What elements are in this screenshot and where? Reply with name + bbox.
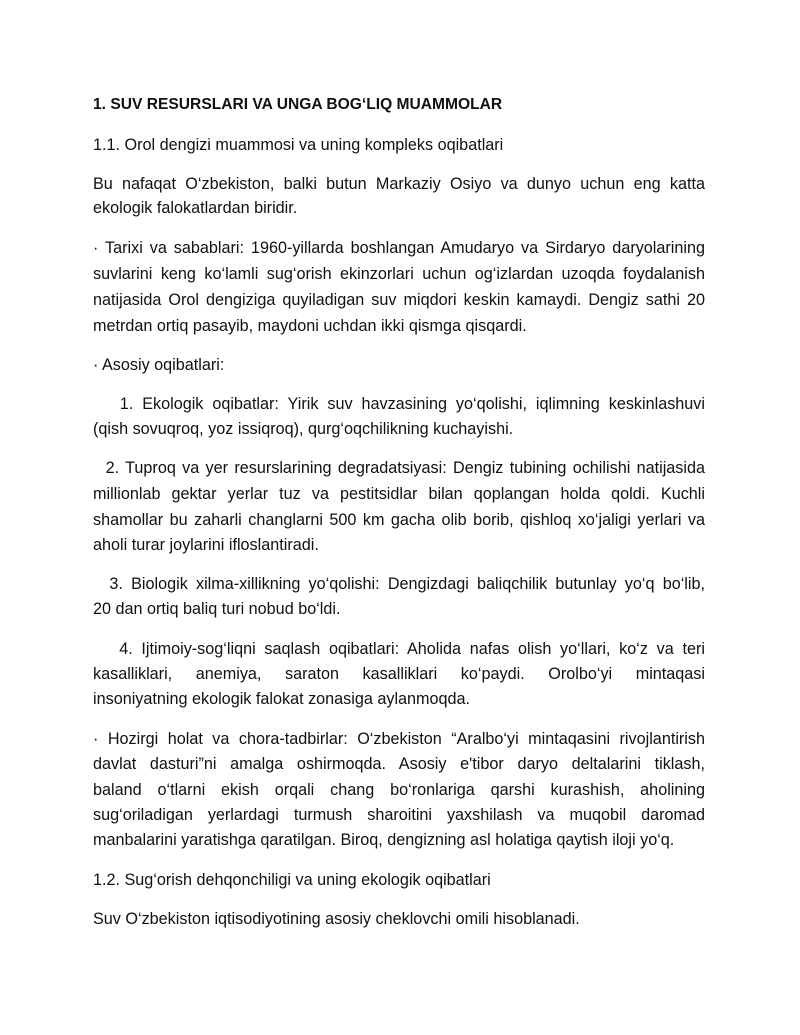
paragraph-line: 20 dan ortiq baliq turi nobud bo‘ldi. <box>93 600 341 618</box>
consequences-label: · Asosiy oqibatlari: <box>93 356 225 374</box>
paragraph-line: davlat dasturi”ni amalga oshirmoqda. Asosiy e'tibor daryo deltalarini tiklash, <box>93 755 705 773</box>
paragraph-line: 4. Ijtimoiy-sog‘liqni saqlash oqibatlari: Aholida nafas olish yo‘llari, ko‘z va teri <box>93 640 705 658</box>
paragraph-line: metrdan ortiq pasayib, maydoni uchdan ikki qismga qisqardi. <box>93 317 527 335</box>
paragraph-line: sug‘oriladigan yerlardagi turmush sharoitini yaxshilash va muqobil daromad <box>93 806 705 824</box>
paragraph-line: 2. Tuproq va yer resurslarining degradatsiyasi: Dengiz tubining ochilishi natijasida <box>93 459 705 477</box>
paragraph-line: kasalliklari, anemiya, saraton kasalliklari ko‘paydi. Orolbo‘yi mintaqasi <box>93 665 705 683</box>
paragraph-line: · Hozirgi holat va chora-tadbirlar: O‘zbekiston “Aralbo‘yi mintaqasini rivojlantirish <box>93 730 705 748</box>
paragraph-line: baland o‘tlarni ekish orqali chang bo‘ronlariga qarshi kurashish, aholining <box>93 781 705 799</box>
paragraph-line: ekologik falokatlardan biridir. <box>93 199 298 217</box>
paragraph-line: natijasida Orol dengiziga quyiladigan suv miqdori keskin kamaydi. Dengiz sathi 20 <box>93 291 705 309</box>
paragraph-line: millionlab gektar yerlar tuz va pestitsidlar bilan qoplangan holda qoldi. Kuchli <box>93 485 705 503</box>
paragraph-line: suvlarini keng ko‘lamli sug‘orish ekinzorlari uchun og‘izlardan uzoqda foydalanish <box>93 265 705 283</box>
paragraph-line: aholi turar joylarini ifloslantiradi. <box>93 536 319 554</box>
paragraph-line: · Tarixi va sabablari: 1960-yillarda boshlangan Amudaryo va Sirdaryo daryolarining <box>93 239 705 257</box>
paragraph-line: (qish sovuqroq, yoz issiqroq), qurg‘oqchilikning kuchayishi. <box>93 420 514 438</box>
closing-paragraph: Suv O‘zbekiston iqtisodiyotining asosiy cheklovchi omili hisoblanadi. <box>93 910 580 928</box>
paragraph-line: manbalarini yaratishga qaratilgan. Biroq, dengizning asl holatiga qaytish iloji yo‘q. <box>93 831 675 849</box>
paragraph-line: 1. Ekologik oqibatlar: Yirik suv havzasining yo‘qolishi, iqlimning keskinlashuvi <box>93 395 705 413</box>
paragraph-line: insoniyatning ekologik falokat zonasiga aylanmoqda. <box>93 690 471 708</box>
section-heading: 1. SUV RESURSLARI VA UNGA BOG‘LIQ MUAMMOLAR <box>93 96 503 113</box>
paragraph-line: Bu nafaqat O‘zbekiston, balki butun Markaziy Osiyo va dunyo uchun eng katta <box>93 175 705 193</box>
paragraph-line: shamollar bu zaharli changlarni 500 km gacha olib borib, qishloq xo‘jaligi yerlari va <box>93 511 705 529</box>
subsection-heading-1-1: 1.1. Orol dengizi muammosi va uning kompleks oqibatlari <box>93 136 504 154</box>
paragraph-line: 3. Biologik xilma-xillikning yo‘qolishi: Dengizdagi baliqchilik butunlay yo‘q bo‘lib, <box>93 575 705 593</box>
subsection-heading-1-2: 1.2. Sug‘orish dehqonchiligi va uning ekologik oqibatlari <box>93 871 491 889</box>
